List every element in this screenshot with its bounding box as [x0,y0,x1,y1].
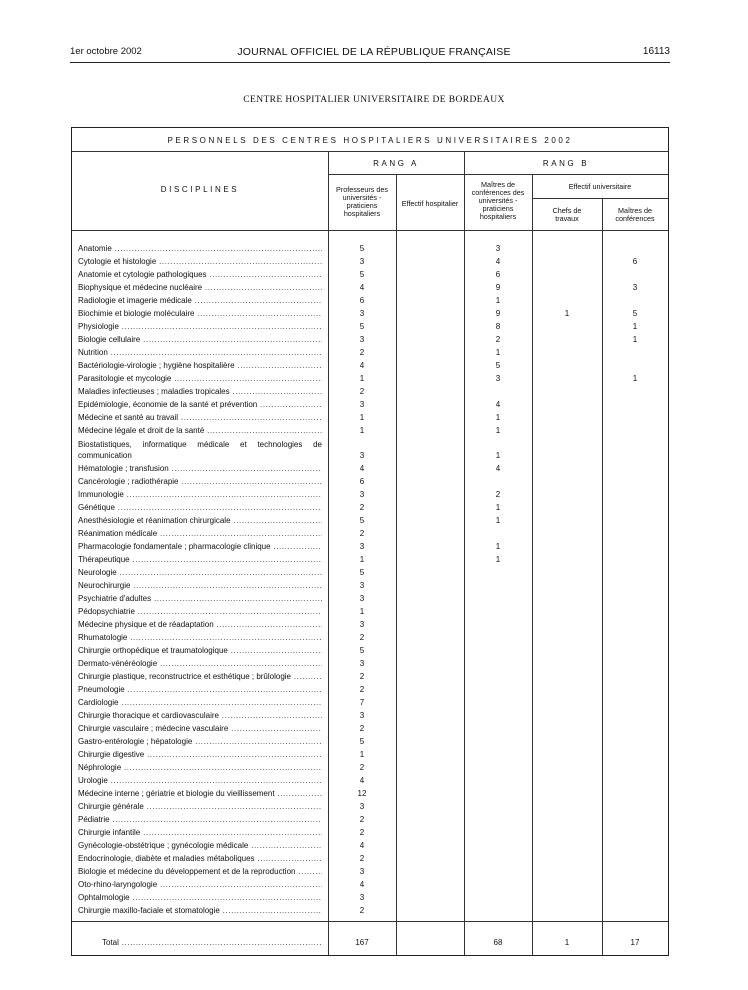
discipline-label: Dermato-vénéréologie ..... [78,659,322,669]
cell-maitres-conf: 3 [632,283,638,292]
cell-professeurs: 3 [359,309,365,318]
cell-professeurs: 1 [359,426,365,435]
header-date: 1er octobre 2002 [70,46,142,57]
table-row [72,540,668,553]
discipline-label: Chirurgie thoracique et cardiovasculaire ..... [78,711,322,721]
discipline-label: Cytologie et histologie ..... [78,257,322,267]
table-row [72,398,668,411]
table-row [72,891,668,904]
table-row [72,618,668,631]
cell-professeurs: 12 [357,789,367,798]
cell-professeurs: 3 [359,594,365,603]
cell-professeurs: 2 [359,763,365,772]
table-row [72,735,668,748]
table-row [72,839,668,852]
discipline-label: Réanimation médicale ..... [78,529,322,539]
discipline-label: Parasitologie et mycologie ..... [78,374,322,384]
discipline-label: Urologie ..... [78,776,322,786]
table-row [72,722,668,735]
discipline-label: Anatomie ..... [78,244,322,254]
cell-professeurs: 4 [359,880,365,889]
cell-professeurs: 3 [359,257,365,266]
discipline-label: Chirurgie infantile ..... [78,828,322,838]
cell-professeurs: 5 [359,322,365,331]
disciplines-header: DISCIPLINES [160,185,240,194]
rang-divider [328,174,668,175]
discipline-label: Chirurgie orthopédique et traumatologique ..... [78,646,322,656]
discipline-label: Médecine légale et droit de la santé ..... [78,426,322,436]
cell-professeurs: 2 [359,724,365,733]
cell-professeurs: 4 [359,776,365,785]
discipline-label: Gynécologie-obstétrique ; gynécologie médicale ..... [78,841,322,851]
cell-professeurs: 1 [359,374,365,383]
cell-professeurs: 1 [359,607,365,616]
table-row [72,437,668,462]
cell-professeurs: 4 [359,464,365,473]
cell-maitres-conf: 1 [632,335,638,344]
table-row [72,475,668,488]
table-row [72,865,668,878]
cell-professeurs: 2 [359,815,365,824]
cell-professeurs: 4 [359,841,365,850]
cell-professeurs: 1 [359,750,365,759]
discipline-label: Maladies infectieuses ; maladies tropicales ..... [78,387,322,397]
journal-title: JOURNAL OFFICIEL DE LA RÉPUBLIQUE FRANÇAISE [237,46,511,58]
header-bottom-rule [72,230,668,231]
cell-maitres-conf: 5 [632,309,638,318]
cell-maitres-conf-ph: 3 [495,244,501,253]
discipline-label: Chirurgie plastique, reconstructrice et esthétique ; brûlologie ..... [78,672,322,682]
cell-professeurs: 6 [359,296,365,305]
table-row [72,592,668,605]
table-row [72,346,668,359]
discipline-label: Anesthésiologie et réanimation chirurgicale ..... [78,516,322,526]
table-row [72,774,668,787]
cell-professeurs: 5 [359,568,365,577]
discipline-label: Génétique ..... [78,503,322,513]
cell-maitres-conf-ph: 1 [495,542,501,551]
discipline-label: Médecine interne ; gériatrie et biologie du vieillissement ..... [78,789,322,799]
col-effectif-universitaire-header: Effectif universitaire [568,182,632,191]
cell-maitres-conf-ph: 9 [495,309,501,318]
table-row [72,424,668,437]
cell-maitres-conf: 1 [632,322,638,331]
table-row [72,709,668,722]
discipline-label: Neurologie ..... [78,568,322,578]
cell-professeurs: 1 [359,555,365,564]
cell-maitres-conf-ph: 1 [495,413,501,422]
total-maitres-conf: 17 [630,938,640,947]
table-row [72,501,668,514]
cell-professeurs: 5 [359,516,365,525]
table-row [72,320,668,333]
discipline-label: Radiologie et imagerie médicale ..... [78,296,322,306]
cell-professeurs: 6 [359,477,365,486]
page-number: 16113 [642,46,670,57]
table-row [72,644,668,657]
table-row [72,683,668,696]
table-row [72,657,668,670]
cell-professeurs: 5 [359,646,365,655]
cell-professeurs: 3 [359,581,365,590]
cell-maitres-conf: 1 [632,374,638,383]
table-row [72,553,668,566]
table-row [72,527,668,540]
table-row [72,800,668,813]
table-row [72,579,668,592]
discipline-label: Chirurgie générale ..... [78,802,322,812]
cell-professeurs: 2 [359,633,365,642]
discipline-label: Oto-rhino-laryngologie ..... [78,880,322,890]
total-row [72,936,668,949]
col-maitres-conf-ph-header: Maîtres de conférences des universités - praticiens hospitaliers [471,180,525,221]
cell-maitres-conf-ph: 1 [495,555,501,564]
rang-a-header: RANG A [373,159,419,168]
col-maitres-conf-header: Maîtres de conférences [615,206,655,223]
discipline-label: Bactériologie-virologie ; hygiène hospitalière ..... [78,361,322,371]
cell-maitres-conf-ph: 1 [495,296,501,305]
cell-maitres-conf-ph: 2 [495,335,501,344]
table-row [72,761,668,774]
total-maitres-conf-ph: 68 [493,938,503,947]
cell-maitres-conf-ph: 8 [495,322,501,331]
cell-maitres-conf-ph: 9 [495,283,501,292]
cell-professeurs: 3 [359,335,365,344]
cell-maitres-conf-ph: 5 [495,361,501,370]
discipline-label: Nutrition ..... [78,348,322,358]
discipline-label: Chirurgie vasculaire ; médecine vasculaire ..... [78,724,322,734]
effectif-univ-divider [532,198,668,199]
table-row [72,333,668,346]
col-professeurs-header: Professeurs des universités - praticiens hospitaliers [336,185,388,218]
cell-professeurs: 3 [359,400,365,409]
discipline-label: Médecine physique et de réadaptation ..... [78,620,322,630]
personnel-table [71,127,669,956]
discipline-label: Pédopsychiatrie ..... [78,607,322,617]
discipline-label: Cardiologie ..... [78,698,322,708]
discipline-label: Biochimie et biologie moléculaire ..... [78,309,322,319]
discipline-label: Thérapeutique ..... [78,555,322,565]
table-row [72,372,668,385]
table-row [72,631,668,644]
table-row [72,904,668,917]
cell-professeurs: 2 [359,854,365,863]
discipline-label: Gastro-entérologie ; hépatologie ..... [78,737,322,747]
discipline-label: Epidémiologie, économie de la santé et prévention ..... [78,400,322,410]
cell-professeurs: 5 [359,244,365,253]
table-row [72,878,668,891]
discipline-label: Endocrinologie, diabète et maladies métaboliques ..... [78,854,322,864]
discipline-label: Biologie cellulaire ..... [78,335,322,345]
total-chefs-travaux: 1 [564,938,570,947]
table-row [72,359,668,372]
table-row [72,462,668,475]
discipline-label: Anatomie et cytologie pathologiques ..... [78,270,322,280]
discipline-label: Biologie et médecine du développement et de la reproduction ..... [78,867,322,877]
cell-professeurs: 2 [359,348,365,357]
discipline-label: Chirurgie maxillo-faciale et stomatologie ..... [78,906,322,916]
total-professeurs: 167 [355,938,369,947]
total-label: Total ..... [102,938,322,948]
cell-professeurs: 2 [359,503,365,512]
table-title: PERSONNELS DES CENTRES HOSPITALIERS UNIVERSITAIRES 2002 [167,136,573,145]
discipline-label: Psychiatrie d'adultes ..... [78,594,322,604]
cell-professeurs: 3 [359,620,365,629]
cell-professeurs: 4 [359,361,365,370]
table-row [72,566,668,579]
table-row [72,514,668,527]
table-row [72,787,668,800]
table-row [72,696,668,709]
cell-professeurs: 2 [359,387,365,396]
col-effectif-hospitalier-header: Effectif hospitalier [401,199,459,208]
cell-professeurs: 4 [359,283,365,292]
discipline-label: Biostatistiques, informatique médicale et technologies de communication [78,440,322,460]
cell-maitres-conf-ph: 4 [495,464,501,473]
cell-professeurs: 3 [359,490,365,499]
cell-maitres-conf-ph: 1 [495,426,501,435]
cell-professeurs: 3 [359,711,365,720]
table-row [72,852,668,865]
table-row [72,411,668,424]
cell-professeurs: 7 [359,698,365,707]
cell-professeurs: 3 [359,451,365,460]
table-row [72,670,668,683]
discipline-label: Pneumologie ..... [78,685,322,695]
discipline-label: Médecine et santé au travail ..... [78,413,322,423]
cell-maitres-conf-ph: 3 [495,374,501,383]
discipline-label: Ophtalmologie ..... [78,893,322,903]
table-row [72,813,668,826]
discipline-label: Pharmacologie fondamentale ; pharmacologie clinique ..... [78,542,322,552]
document-subtitle: CENTRE HOSPITALIER UNIVERSITAIRE DE BORDEAUX [243,95,505,105]
cell-maitres-conf-ph: 4 [495,257,501,266]
discipline-label: Pédiatrie ..... [78,815,322,825]
cell-maitres-conf-ph: 1 [495,451,501,460]
title-divider [72,151,668,152]
table-row [72,268,668,281]
cell-professeurs: 3 [359,893,365,902]
table-row [72,294,668,307]
table-row [72,307,668,320]
table-row [72,385,668,398]
cell-maitres-conf-ph: 4 [495,400,501,409]
discipline-label: Physiologie ..... [78,322,322,332]
cell-professeurs: 2 [359,906,365,915]
rang-b-header: RANG B [542,159,590,168]
cell-professeurs: 3 [359,659,365,668]
cell-professeurs: 2 [359,828,365,837]
cell-maitres-conf-ph: 6 [495,270,501,279]
discipline-label: Néphrologie ..... [78,763,322,773]
cell-chefs-travaux: 1 [564,309,570,318]
cell-maitres-conf-ph: 2 [495,490,501,499]
discipline-label: Rhumatologie ..... [78,633,322,643]
table-row [72,748,668,761]
table-row [72,242,668,255]
table-row [72,605,668,618]
discipline-label: Cancérologie ; radiothérapie ..... [78,477,322,487]
discipline-label: Immunologie ..... [78,490,322,500]
cell-maitres-conf: 6 [632,257,638,266]
cell-professeurs: 2 [359,529,365,538]
col-chefs-travaux-header: Chefs de travaux [552,206,582,223]
discipline-label: Biophysique et médecine nucléaire ..... [78,283,322,293]
cell-professeurs: 3 [359,542,365,551]
cell-maitres-conf-ph: 1 [495,348,501,357]
table-row [72,255,668,268]
cell-professeurs: 2 [359,685,365,694]
cell-maitres-conf-ph: 1 [495,516,501,525]
table-row [72,281,668,294]
cell-professeurs: 2 [359,672,365,681]
cell-professeurs: 3 [359,802,365,811]
cell-maitres-conf-ph: 1 [495,503,501,512]
total-rule [72,921,668,922]
discipline-label: Chirurgie digestive ..... [78,750,322,760]
table-row [72,488,668,501]
cell-professeurs: 5 [359,270,365,279]
cell-professeurs: 1 [359,413,365,422]
cell-professeurs: 5 [359,737,365,746]
discipline-label: Hématologie ; transfusion ..... [78,464,322,474]
cell-professeurs: 3 [359,867,365,876]
header-rule [70,62,670,63]
table-row [72,826,668,839]
discipline-label: Neurochirurgie ..... [78,581,322,591]
